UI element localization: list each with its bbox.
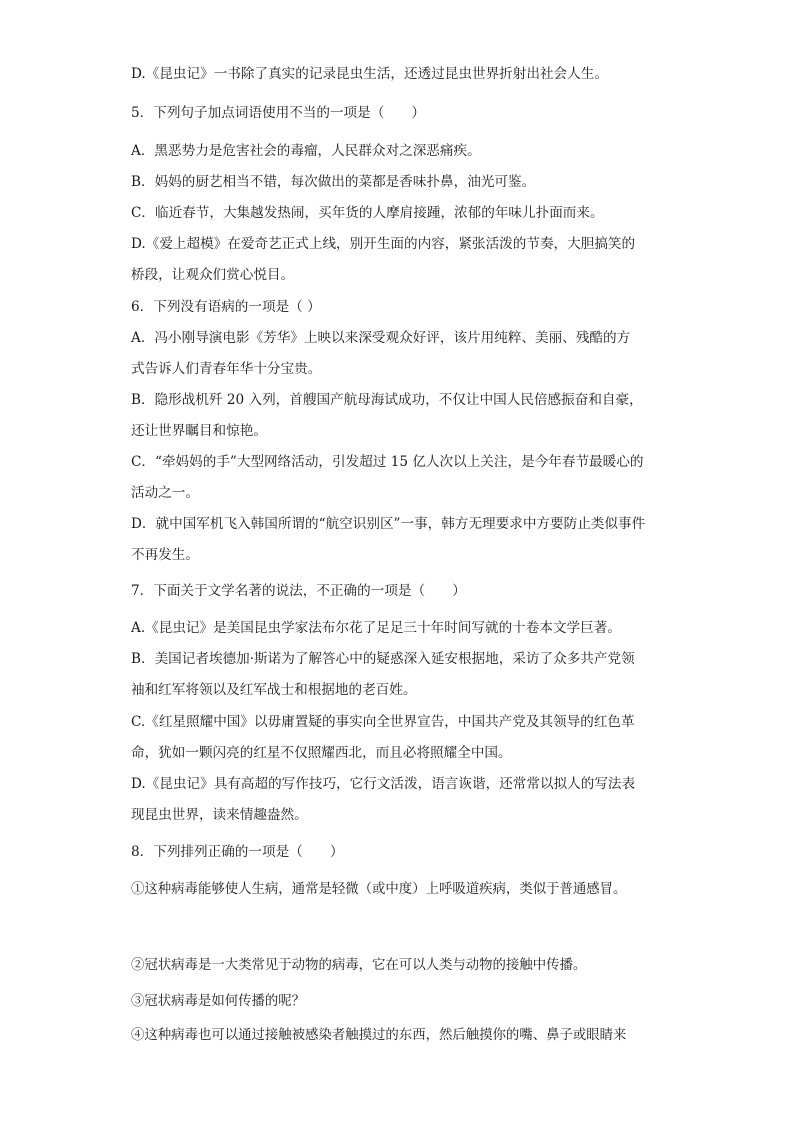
sentence-1: ①这种病毒能够使人生病，通常是轻微（或中度）上呼吸道疾病，类似于普通感冒。 [131,882,627,897]
option-7c-line2: 命，犹如一颗闪亮的红星不仅照耀西北，而且必将照耀全中国。 [131,745,512,761]
option-5a: A．黑恶势力是危害社会的毒瘤，人民群众对之深恶痛疾。 [131,143,481,159]
option-4d: D.《昆虫记》一书除了真实的记录昆虫生活，还透过昆虫世界折射出社会人生。 [131,66,608,82]
option-7b-line1: B．美国记者埃德加·斯诺为了解答心中的疑惑深入延安根据地，采访了众多共产党领 [131,651,635,667]
option-6b-line2: 还让世界瞩目和惊艳。 [131,423,267,439]
question-6: 6．下列没有语病的一项是（ ） [131,299,321,315]
option-7d-line1: D.《昆虫记》具有高超的写作技巧，它行文活泼，语言诙谐，还常常以拟人的写法表 [131,776,636,792]
question-8: 8．下列排列正确的一项是（ ） [131,844,344,860]
option-6b-line1: B．隐形战机歼 20 入列，首艘国产航母海试成功，不仅让中国人民倍感振奋和自豪， [131,392,643,408]
question-5: 5．下列句子加点词语使用不当的一项是（ ） [131,105,426,121]
option-6c-line2: 活动之一。 [131,485,199,501]
sentence-3: ③冠状病毒是如何传播的呢？ [131,994,306,1009]
option-6d-line2: 不再发生。 [131,547,199,563]
sentence-2: ②冠状病毒是一大类常见于动物的病毒，它在可以人类与动物的接触中传播。 [131,958,587,973]
option-7a: A.《昆虫记》是美国昆虫学家法布尔花了足足三十年时间写就的十卷本文学巨著。 [131,620,621,636]
option-7b-line2: 袖和红军将领以及红军战士和根据地的老百姓。 [131,682,417,698]
sentence-4: ④这种病毒也可以通过接触被感染者触摸过的东西，然后触摸你的嘴、鼻子或眼睛来 [131,1028,627,1043]
option-6c-line1: C．“牵妈妈的手”大型网络活动，引发超过 15 亿人次以上关注，是今年春节最暖心的 [131,454,644,470]
option-6a-line1: A．冯小刚导演电影《芳华》上映以来深受观众好评，该片用纯粹、美丽、残酷的方 [131,330,631,346]
option-7d-line2: 现昆虫世界，读来情趣盎然。 [131,807,308,823]
option-7c-line1: C.《红星照耀中国》以毋庸置疑的事实向全世界宣告，中国共产党及其领导的红色革 [131,714,635,730]
option-6d-line1: D．就中国军机飞入韩国所谓的“航空识别区”一事，韩方无理要求中方要防止类似事件 [131,516,646,532]
option-5b: B．妈妈的厨艺相当不错，每次做出的菜都是香味扑鼻，油光可鉴。 [131,174,536,190]
option-6a-line2: 式告诉人们青春年华十分宝贵。 [131,361,322,377]
option-5c: C．临近春节，大集越发热闹，买年货的人摩肩接踵，浓郁的年味儿扑面而来。 [131,205,604,221]
option-5d-line2: 桥段，让观众们赏心悦目。 [131,267,295,283]
option-5d-line1: D.《爱上超模》在爱奇艺正式上线，别开生面的内容，紧张活泼的节奏，大胆搞笑的 [131,236,636,252]
question-7: 7．下面关于文学名著的说法，不正确的一项是（ ） [131,583,466,599]
